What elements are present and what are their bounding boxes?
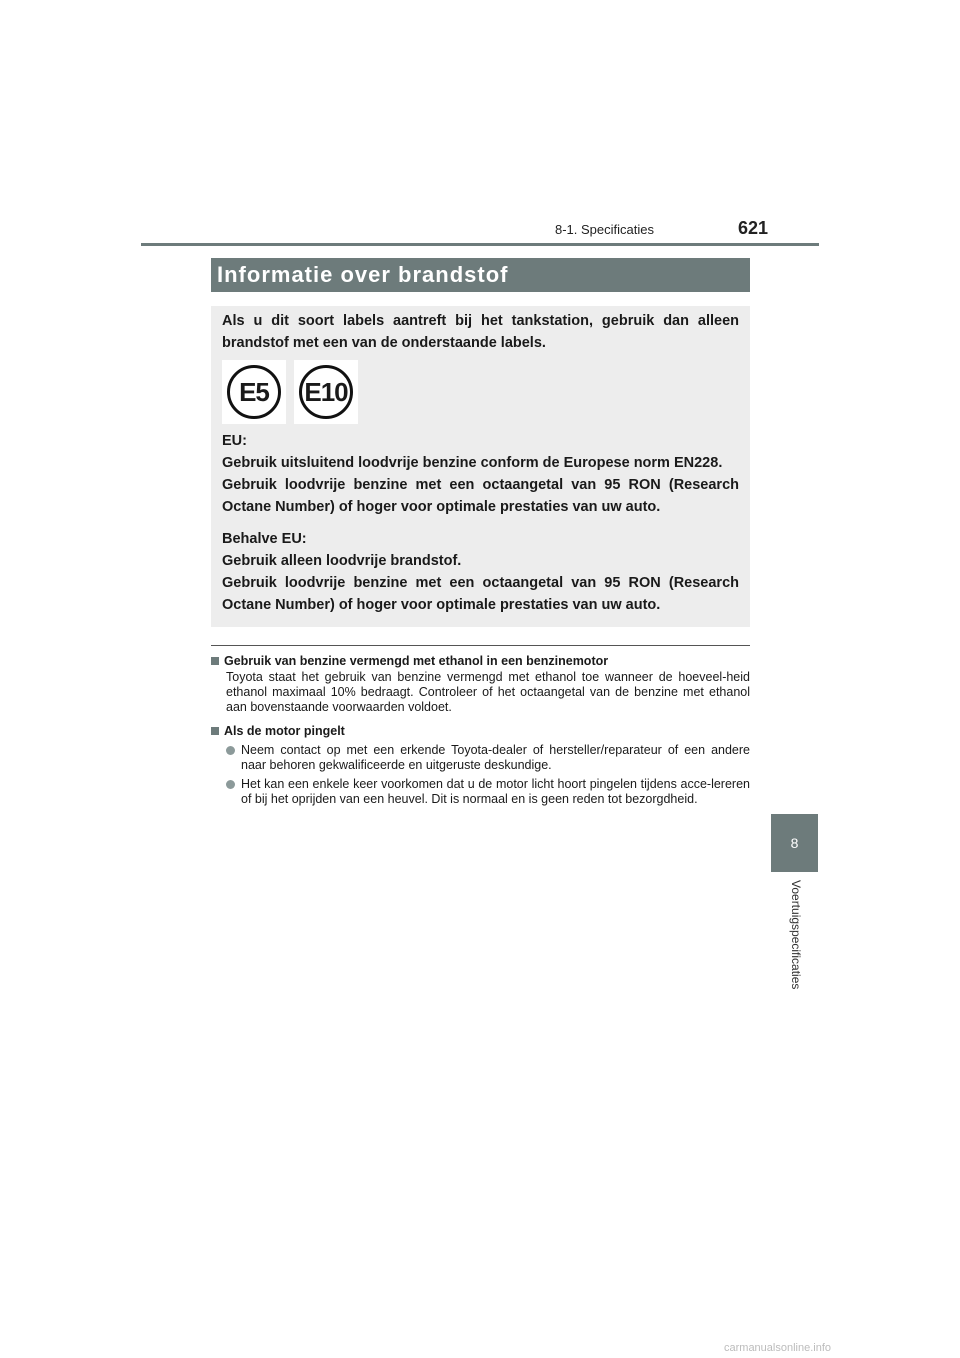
e10-label-icon: E10 <box>299 365 353 419</box>
notes-section <box>211 654 750 807</box>
chapter-title: Voertuigspecificaties <box>789 880 803 990</box>
square-bullet-icon <box>211 727 219 735</box>
e5-label-icon: E5 <box>227 365 281 419</box>
bullet-text: Het kan een enkele keer voorkomen dat u de motor licht hoort pingelen tijdens acce-lereren of bij het oprijden van een heuvel. Dit is normaal en is geen reden tot bezorgdheid. <box>241 777 750 806</box>
ethanol-heading-text: Gebruik van benzine vermengd met ethanol in een benzinemotor <box>224 654 609 668</box>
list-item <box>211 743 750 773</box>
fuel-info-box <box>211 306 750 627</box>
intro-text: Als u dit soort labels aantreft bij het tankstation, gebruik dan alleen brandstof met een van de onderstaande labels. <box>222 313 739 351</box>
non-eu-line-1: Gebruik alleen loodvrije brandstof. <box>222 553 462 569</box>
eu-line-2: Gebruik loodvrije benzine met een octaangetal van 95 RON (Research Octane Number) of hoger voor optimale prestaties van uw auto. <box>222 477 739 515</box>
header-divider <box>141 243 819 246</box>
circle-bullet-icon <box>226 780 235 789</box>
knock-note-heading <box>211 724 750 739</box>
circle-bullet-icon <box>226 746 235 755</box>
section-reference: 8-1. Specificaties <box>555 222 654 237</box>
eu-heading: EU: <box>222 433 247 449</box>
fuel-label-e10 <box>294 360 358 424</box>
non-eu-line-2: Gebruik loodvrije benzine met een octaangetal van 95 RON (Research Octane Number) of hoger voor optimale prestaties van uw auto. <box>222 575 739 613</box>
notes-divider <box>211 645 750 646</box>
bullet-text: Neem contact op met een erkende Toyota-dealer of hersteller/reparateur of een andere naar behoren gekwalificeerde en uitgeruste deskundige. <box>241 743 750 772</box>
ethanol-note-heading <box>211 654 750 669</box>
eu-line-1: Gebruik uitsluitend loodvrije benzine conform de Europese norm EN228. <box>222 455 723 471</box>
fuel-labels <box>222 360 739 424</box>
section-title <box>211 258 750 292</box>
chapter-number: 8 <box>790 835 799 851</box>
square-bullet-icon <box>211 657 219 665</box>
section-title-text: Informatie over brandstof <box>217 262 509 287</box>
knock-heading-text: Als de motor pingelt <box>224 724 345 738</box>
chapter-tab[interactable] <box>771 814 818 872</box>
fuel-label-e5 <box>222 360 286 424</box>
list-item <box>211 777 750 807</box>
non-eu-heading: Behalve EU: <box>222 531 307 547</box>
ethanol-note-body: Toyota staat het gebruik van benzine vermengd met ethanol toe wanneer de hoeveel-heid ethanol maximaal 10% bedraagt. Controleer of het octaangetal van de benzine met ethanol aan bovenstaande voorwaarden voldoet. <box>226 670 750 714</box>
page-number: 621 <box>738 218 769 238</box>
watermark: carmanualsonline.info <box>724 1342 832 1354</box>
